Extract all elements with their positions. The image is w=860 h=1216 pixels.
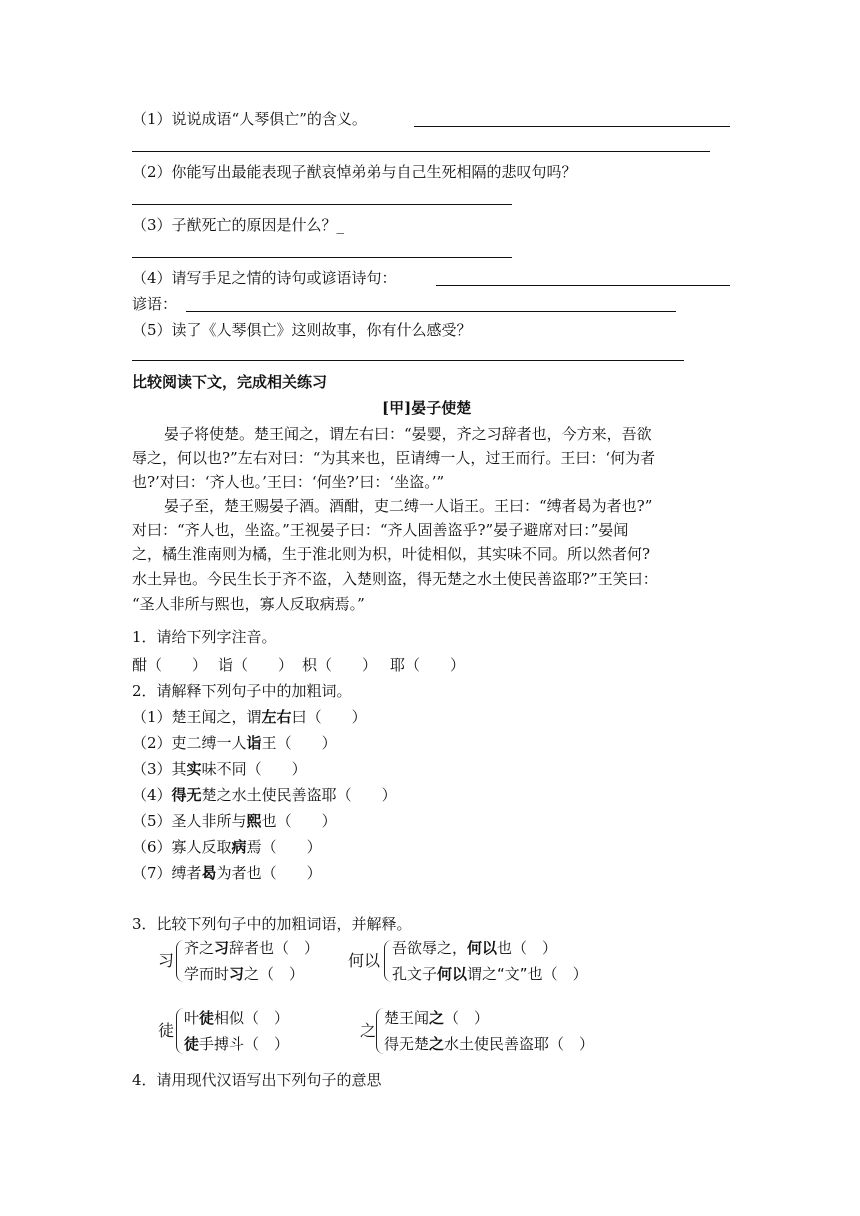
compare-item[interactable]: 得无楚之水土使民善盗耶（ ） — [384, 1035, 595, 1053]
exercise-2-prompt: 2．请解释下列句子中的加粗词。 — [132, 682, 352, 700]
passage-line: 水土异也。今民生长于齐不盗，入楚则盗，得无楚之水土使民善盗耶?”王笑曰： — [132, 570, 658, 588]
answer-line-4[interactable] — [436, 285, 730, 286]
pinyin-item[interactable]: 酣（ ） — [132, 656, 208, 674]
explain-item[interactable]: （3）其实味不同（ ） — [132, 760, 307, 778]
passage-line: 也?’对曰：‘齐人也。’王曰：‘何坐?’曰：‘坐盗。’” — [132, 473, 445, 491]
section-heading: 比较阅读下文，完成相关练习 — [132, 373, 328, 391]
compare-item[interactable]: 吾欲辱之，何以也（ ） — [392, 939, 558, 957]
exercise-3-prompt: 3．比较下列句子中的加粗词语，并解释。 — [132, 915, 412, 933]
passage-line: 对曰：“齐人也，坐盗。”王视晏子曰：“齐人固善盗乎?”晏子避席对曰：”晏闻 — [132, 521, 629, 539]
question-2: （2）你能写出最能表现子猷哀悼弟弟与自己生死相隔的悲叹句吗？ — [132, 163, 577, 181]
answer-line-1[interactable] — [414, 126, 730, 127]
pinyin-item[interactable]: 枳（ ） — [302, 656, 378, 674]
compare-item[interactable]: 孔文子何以谓之“文”也（ ） — [392, 965, 588, 983]
question-5: （5）读了《人琴俱亡》这则故事，你有什么感受？ — [132, 321, 472, 339]
explain-item[interactable]: （4）得无楚之水土使民善盗耶（ ） — [132, 786, 397, 804]
compare-label-xi: 习 — [158, 951, 175, 970]
explain-item[interactable]: （2）吏二缚一人诣王（ ） — [132, 734, 337, 752]
answer-line-3[interactable] — [132, 257, 512, 258]
question-1: （1）说说成语“人琴俱亡”的含义。 — [132, 110, 367, 128]
pinyin-item[interactable]: 诣（ ） — [218, 656, 294, 674]
question-3: （3）子猷死亡的原因是什么？_ — [132, 216, 345, 234]
exercise-1-prompt: 1．请给下列字注音。 — [132, 628, 277, 646]
compare-item[interactable]: 叶徒相似（ ） — [184, 1009, 290, 1027]
question-4: （4）请写手足之情的诗句或谚语诗句： — [132, 269, 397, 287]
compare-item[interactable]: 楚王闻之（ ） — [384, 1009, 490, 1027]
exercise-4-prompt: 4．请用现代汉语写出下列句子的意思 — [132, 1071, 382, 1089]
compare-label-zhi: 之 — [360, 1021, 377, 1040]
explain-item[interactable]: （1）楚王闻之，谓左右曰（ ） — [132, 708, 367, 726]
explain-item[interactable]: （6）寡人反取病焉（ ） — [132, 838, 322, 856]
answer-line-1b[interactable] — [132, 151, 710, 152]
passage-title: [甲]晏子使楚 — [382, 399, 472, 417]
explain-item[interactable]: （7）缚者曷为者也（ ） — [132, 864, 322, 882]
compare-item[interactable]: 徒手搏斗（ ） — [184, 1035, 290, 1053]
answer-line-2[interactable] — [132, 204, 512, 205]
passage-line: 晏子将使楚。楚王闻之，谓左右曰：“晏婴，齐之习辞者也，今方来，吾欲 — [164, 425, 652, 443]
compare-label-heyi: 何以 — [348, 951, 381, 970]
compare-label-tu: 徒 — [158, 1021, 175, 1040]
question-4-proverb: 谚语： — [132, 295, 178, 313]
explain-item[interactable]: （5）圣人非所与熙也（ ） — [132, 812, 337, 830]
compare-item[interactable]: 齐之习辞者也（ ） — [184, 939, 320, 957]
answer-line-4b[interactable] — [186, 311, 676, 312]
pinyin-item[interactable]: 耶（ ） — [390, 656, 466, 674]
passage-line: 辱之，何以也?”左右对曰：“为其来也，臣请缚一人，过王而行。王曰：‘何为者 — [132, 449, 656, 467]
passage-line: 晏子至，楚王赐晏子酒。酒酣，吏二缚一人诣王。王曰：“缚者曷为者也?” — [164, 497, 653, 515]
compare-item[interactable]: 学而时习之（ ） — [184, 965, 305, 983]
passage-line: 之，橘生淮南则为橘，生于淮北则为枳，叶徒相似，其实味不同。所以然者何? — [132, 545, 651, 563]
passage-line: “圣人非所与熙也，寡人反取病焉。” — [132, 595, 365, 613]
answer-line-5[interactable] — [132, 360, 684, 361]
